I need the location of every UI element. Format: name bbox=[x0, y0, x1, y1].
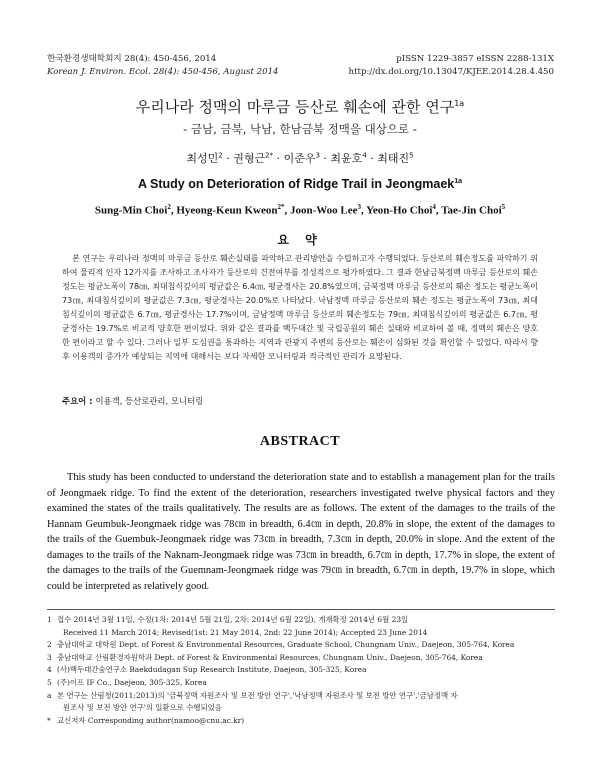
author-ko-name: 최윤호 bbox=[330, 152, 363, 165]
footnote-line: (주)이프 IF Co., Daejeon, 305-325, Korea bbox=[57, 677, 207, 687]
author-en-name: Joon-Woo Lee bbox=[289, 204, 358, 217]
footnote bbox=[47, 690, 555, 715]
paper-subtitle-ko: - 금남, 금북, 낙남, 한남금북 정맥을 대상으로 - bbox=[183, 122, 417, 136]
author-en-affiliation-mark: 2 bbox=[167, 203, 171, 211]
author-en-name: Yeon-Ho Choi bbox=[366, 204, 433, 217]
author-ko-name: 이준우 bbox=[283, 152, 316, 165]
author-list-ko bbox=[0, 150, 600, 166]
footnote bbox=[47, 715, 555, 728]
doi-link[interactable]: http://dx.doi.org/10.13047/KJEE.2014.28.4.450 bbox=[348, 67, 554, 77]
title-ko-text: 우리나라 정맥의 마루금 등산로 훼손에 관한 연구 bbox=[135, 98, 455, 116]
issn: pISSN 1229-3857 eISSN 2288-131X bbox=[396, 54, 554, 64]
footnote-mark: 3 bbox=[47, 652, 52, 662]
author-en-affiliation-mark: 5 bbox=[501, 203, 506, 211]
issn-doi-header bbox=[349, 53, 554, 79]
author-separator: , bbox=[284, 204, 290, 217]
author-separator: · bbox=[222, 152, 234, 165]
author-ko-affiliation-mark: 2 bbox=[218, 151, 223, 160]
author-ko-affiliation-mark: 4 bbox=[362, 151, 367, 160]
author-separator: · bbox=[319, 152, 331, 165]
author-en-name: Tae-Jin Choi bbox=[441, 204, 502, 217]
footnote-mark: 1 bbox=[47, 615, 52, 624]
author-en-affiliation-mark: 2* bbox=[277, 203, 285, 211]
footnote-divider bbox=[47, 609, 555, 610]
journal-citation-en: Korean J. Environ. Ecol. 28(4): 450-456, August 2014 bbox=[47, 67, 279, 77]
footnote-line: 교신저자 Corresponding author(namoo@cnu.ac.kr) bbox=[57, 715, 245, 725]
footnote-line: Received 11 March 2014; Revised(1st: 21 May 2014, 2nd: 22 June 2014); Accepted 23 June 2014 bbox=[63, 627, 428, 637]
author-ko-affiliation-mark: 5 bbox=[409, 151, 414, 160]
footnote bbox=[47, 639, 555, 652]
title-en-text: A Study on Deterioration of Ridge Trail in Jeongmaek bbox=[137, 177, 455, 191]
keywords bbox=[62, 395, 538, 407]
author-separator: · bbox=[366, 152, 378, 165]
footnote bbox=[47, 664, 555, 677]
abstract-text: This study has been conducted to understand the deterioration state and to establish a management plan for the trails of Jeongmaek ridge. To find the extent of the deterioration, researchers investigated twelve physical factors and they examined the states of the trails qualitatively. The results are as follows. The extent of the damages to the trails of the Hannam Geumbuk-Jeongmaek ridge was 78㎝ in breadth, 6.4㎝ in depth, 20.8% in slope, the extent of the damages to the trails of the Guembuk-Jeongmaek ridge was 73㎝ in breadth, 7.3㎝ in depth, 20.0% in slope. And the extent of the damages to the trails of the Naknam-Jeongmaek ridge was 73㎝ in breadth, 6.7㎝ in depth, 17.7% in slope, the extent of the damages to the trails of the Guemnam-Jeongmaek ridge was 79㎝ in breadth, 6.7㎝ in depth, 19.7% in slope, which could be interpreted as relatively good. bbox=[47, 472, 555, 592]
footnote-line: 충남대학교 산림환경자원학과 Dept. of Forest & Environmental Resources, Chungnam Univ., Daejeon, 305-764, Korea bbox=[57, 652, 483, 662]
author-ko-affiliation-mark: 2* bbox=[265, 151, 274, 160]
author-separator: · bbox=[273, 152, 284, 165]
journal-header bbox=[47, 53, 279, 79]
journal-citation-ko: 한국환경생태학회지 28(4): 450-456, 2014 bbox=[47, 54, 217, 64]
author-separator: , bbox=[170, 204, 177, 217]
author-list-en bbox=[0, 203, 600, 217]
footnote-line: 접수 2014년 3월 11일, 수정(1차: 2014년 5월 21일, 2차: 2014년 6월 22일), 게재확정 2014년 6월 23일 bbox=[57, 615, 409, 624]
footnote-mark: 4 bbox=[47, 665, 52, 675]
author-ko-affiliation-mark: 3 bbox=[315, 151, 320, 160]
author-ko-name: 최태진 bbox=[377, 152, 410, 165]
author-en-affiliation-mark: 4 bbox=[432, 203, 436, 211]
footnote-line: 충남대학교 대학원 Dept. of Forest & Environmental Resources, Graduate School, Chungnam Univ., Daejeon, 305-764, Korea bbox=[57, 640, 515, 650]
keywords-list: 이용객, 등산로관리, 모니터링 bbox=[95, 396, 204, 406]
footnote-line: (사)백두대간숲연구소 Baekdudagan Sup Research Institute, Daejeon, 305-325, Korea bbox=[57, 665, 367, 675]
keywords-label: 주요어 : bbox=[62, 396, 96, 406]
summary-ko: 본 연구는 우리나라 정맥의 마루금 등산로 훼손실태를 파악하고 관리방안을 수립하고자 수행되었다. 등산로의 훼손정도를 파악하기 위하여 물리적 인자 12가지를 조사하고 조사자가 등산로의 건전여부를 정성적으로 평가하였다. 그 결과 한남금북정맥 마루금 등산로의 훼손 정도는 평균노폭이 78㎝, 최대침식깊이의 평균값은 6.4㎝, 평균경사는 20.8%였으며, 금북정맥 마루금 등산로의 훼손 정도는 평균노폭이 73㎝, 최대침식깊이의 평균값은 7.3㎝, 평균경사는 20.0%로 나타났다. 낙남정맥 마루금 등산로의 훼손 정도는 평균노폭이 73㎝, 최대침식깊이의 평균값은 6.7㎝, 평균경사는 17.7%이며, 금남정맥 마루금 등산로의 훼손정도는 79㎝, 최대침식깊이의 평균값은 6.7㎝, 평균경사는 19.7%로 비교적 양호한 편이었다. 위와 같은 결과를 백두대간 및 국립공원의 훼손 실태와 비교하여 볼 때, 정맥의 훼손은 양호한 편이라고 할 수 있다. 그러나 일부 도심권을 통과하는 지역과 관광지 주변의 등산로는 훼손이 심화된 것을 확인할 수 있었다. 따라서 향후 이용객의 증가가 예상되는 지역에 대해서는 보다 자세한 모니터링과 적극적인 관리가 요망된다. bbox=[62, 254, 538, 362]
footnote-line: 원조사 및 보전 방안 연구'의 일환으로 수행되었음 bbox=[63, 703, 222, 713]
footnote bbox=[47, 614, 555, 639]
footnote bbox=[47, 677, 555, 690]
author-separator: , bbox=[435, 204, 442, 217]
title-en-footnote-mark: 1a bbox=[454, 177, 463, 185]
footnote-mark: 5 bbox=[47, 677, 52, 687]
author-en-affiliation-mark: 3 bbox=[357, 203, 361, 211]
footnote-mark: a bbox=[47, 690, 52, 700]
footnote-mark: 2 bbox=[47, 640, 52, 650]
author-ko-name: 권형근 bbox=[233, 152, 266, 165]
author-ko-name: 최성민 bbox=[186, 152, 219, 165]
author-separator: , bbox=[361, 204, 367, 217]
paper-title-ko bbox=[0, 96, 600, 117]
author-en-name: Hyeong-Keun Kweon bbox=[176, 204, 278, 217]
title-ko-footnote-mark: 1a bbox=[454, 99, 465, 108]
paper-title-en bbox=[0, 177, 600, 191]
footnotes bbox=[47, 614, 555, 727]
author-en-name: Sung-Min Choi bbox=[94, 204, 168, 217]
footnote-line: 본 연구는 산림청(2011;2013)의 '금북정맥 자원조사 및 보전 방안 연구','낙남정맥 자원조사 및 보전 방안 연구','금남정맥 자 bbox=[57, 690, 458, 700]
summary-heading: 요 약 bbox=[277, 233, 323, 247]
footnote-mark: * bbox=[47, 715, 51, 725]
abstract-heading: ABSTRACT bbox=[259, 434, 341, 449]
footnote bbox=[47, 652, 555, 665]
